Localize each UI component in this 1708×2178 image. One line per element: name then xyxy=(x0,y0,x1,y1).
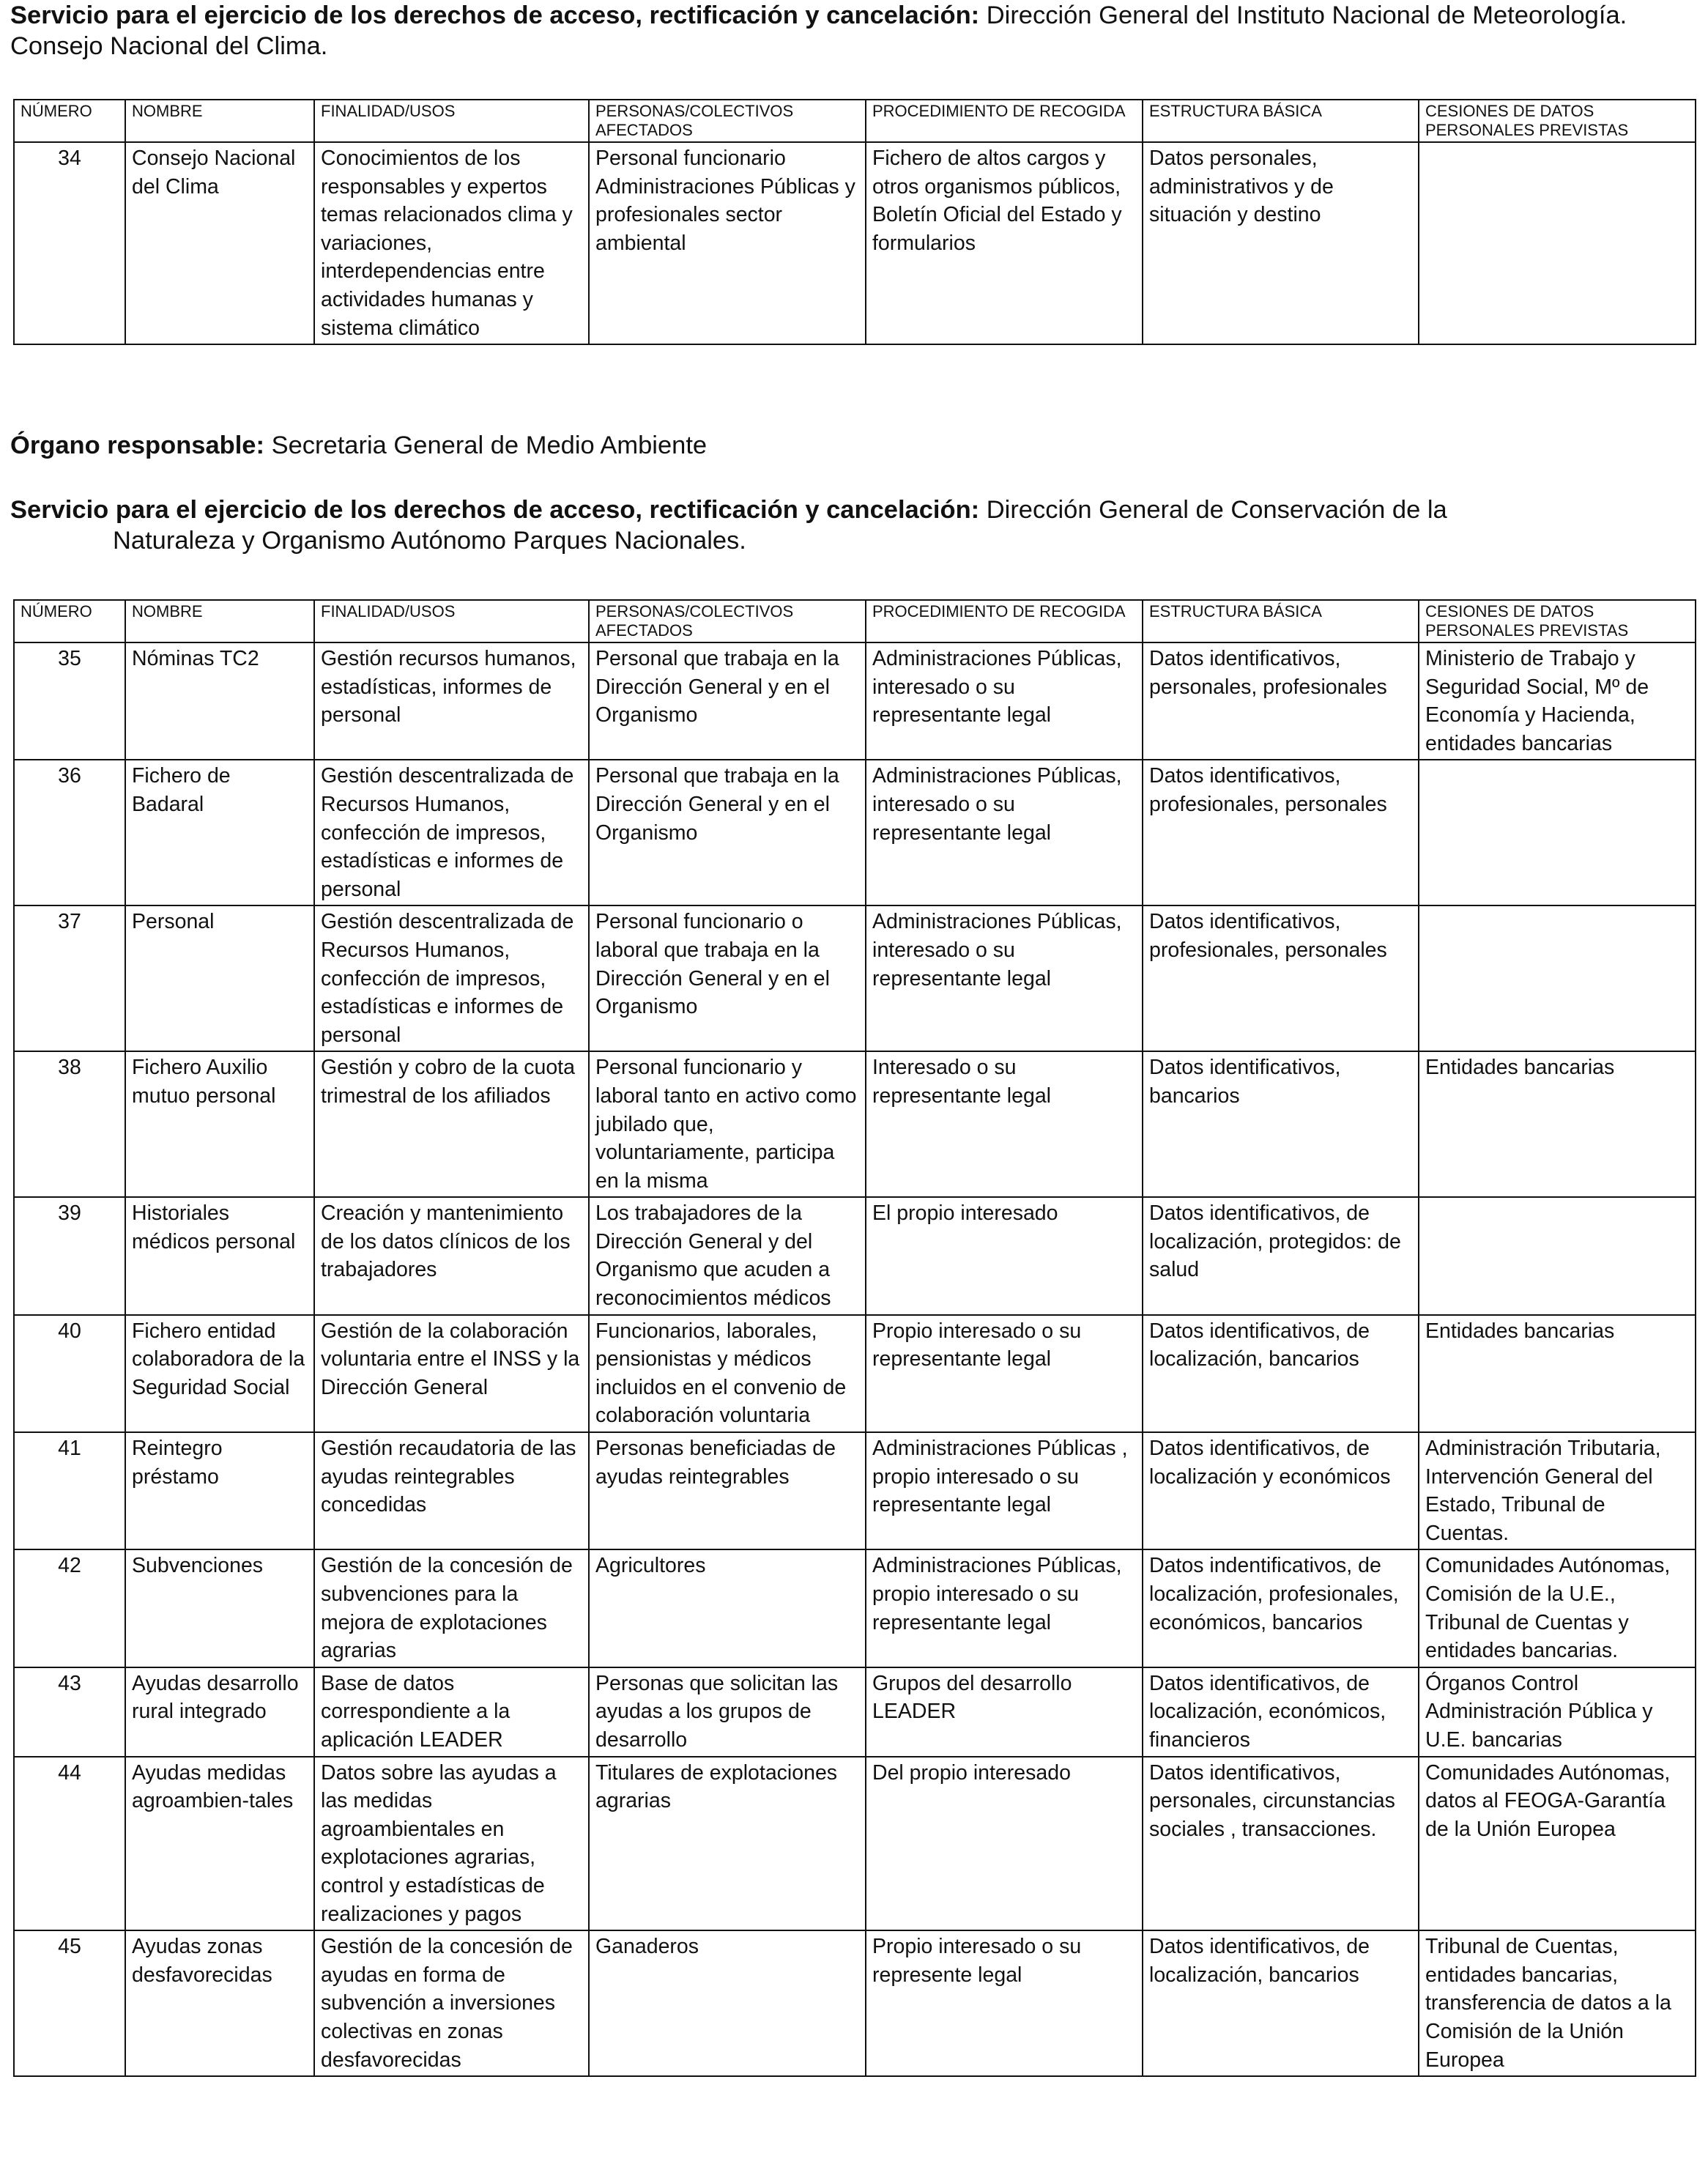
column-header: ESTRUCTURA BÁSICA xyxy=(1143,600,1419,642)
table-cell: Tribunal de Cuentas, entidades bancarias, transferencia de datos a la Comisión de la Unión Europea xyxy=(1419,1930,1696,2076)
table-cell: Personal que trabaja en la Dirección General y en el Organismo xyxy=(589,642,866,760)
record-number-cell: 40 xyxy=(14,1315,125,1432)
table-cell: Fichero de Badaral xyxy=(125,760,314,905)
table-cell: Reintegro préstamo xyxy=(125,1432,314,1549)
servicio-text: Dirección General de Conservación de la xyxy=(986,496,1447,524)
table-cell: Interesado o su representante legal xyxy=(866,1051,1143,1197)
table-cell: Datos sobre las ayudas a las medidas agroambientales en explotaciones agrarias, control y estadísticas de realizaciones y pagos xyxy=(314,1757,589,1931)
table-cell: Ayudas desarrollo rural integrado xyxy=(125,1667,314,1757)
organo-text: Secretaria General de Medio Ambiente xyxy=(271,431,708,459)
table-cell: Fichero Auxilio mutuo personal xyxy=(125,1051,314,1197)
record-number-cell: 45 xyxy=(14,1930,125,2076)
table-cell: Titulares de explotaciones agrarias xyxy=(589,1757,866,1931)
table-cell: Administraciones Públicas , propio interesado o su representante legal xyxy=(866,1432,1143,1549)
column-header: NOMBRE xyxy=(125,100,314,142)
table-cell: Datos identificativos, de localización, protegidos: de salud xyxy=(1143,1197,1419,1314)
table-cell: Entidades bancarias xyxy=(1419,1315,1696,1432)
organo-label: Órgano responsable: xyxy=(10,431,264,459)
table-cell: Comunidades Autónomas, Comisión de la U.E., Tribunal de Cuentas y entidades bancarias. xyxy=(1419,1549,1696,1667)
table-row xyxy=(14,1315,1696,1432)
table-cell: Fichero de altos cargos y otros organismos públicos, Boletín Oficial del Estado y formularios xyxy=(866,142,1143,344)
table-cell: Gestión descentralizada de Recursos Humanos, confección de impresos, estadísticas e informes de personal xyxy=(314,760,589,905)
table-cell: Datos identificativos, bancarios xyxy=(1143,1051,1419,1197)
table-cell: Administraciones Públicas, interesado o su representante legal xyxy=(866,760,1143,905)
table-cell: Base de datos correspondiente a la aplicación LEADER xyxy=(314,1667,589,1757)
table-row xyxy=(14,1667,1696,1757)
table-row xyxy=(14,1432,1696,1549)
table-header-row xyxy=(14,600,1696,642)
table-cell: Gestión de la concesión de subvenciones para la mejora de explotaciones agrarias xyxy=(314,1549,589,1667)
registry-table-1 xyxy=(13,99,1696,345)
servicio-paragraph-2 xyxy=(10,495,1695,556)
table-header-row xyxy=(14,100,1696,142)
table-cell: Administraciones Públicas, propio interesado o su representante legal xyxy=(866,1549,1143,1667)
column-header: CESIONES DE DATOS PERSONALES PREVISTAS xyxy=(1419,100,1696,142)
table-row xyxy=(14,1197,1696,1314)
table-cell: Datos identificativos, de localización, bancarios xyxy=(1143,1930,1419,2076)
table-cell xyxy=(1419,1197,1696,1314)
table-cell: Datos identificativos, de localización, económicos, financieros xyxy=(1143,1667,1419,1757)
servicio-text: Dirección General del Instituto Nacional de Meteorología. Consejo Nacional del Clima. xyxy=(10,1,1627,60)
record-number-cell: 36 xyxy=(14,760,125,905)
table-cell: Propio interesado o su represente legal xyxy=(866,1930,1143,2076)
column-header: PROCEDIMIENTO DE RECOGIDA xyxy=(866,600,1143,642)
table-row xyxy=(14,760,1696,905)
column-header: NOMBRE xyxy=(125,600,314,642)
column-header: PERSONAS/COLECTIVOS AFECTADOS xyxy=(589,100,866,142)
table-cell xyxy=(1419,142,1696,344)
servicio-label: Servicio para el ejercicio de los derechos de acceso, rectificación y cancelación: xyxy=(10,1,980,29)
table-row xyxy=(14,905,1696,1051)
record-number-cell: 38 xyxy=(14,1051,125,1197)
column-header: NÚMERO xyxy=(14,100,125,142)
record-number-cell: 37 xyxy=(14,905,125,1051)
servicio-text: Naturaleza y Organismo Autónomo Parques Nacionales. xyxy=(113,527,746,555)
table-row xyxy=(14,1051,1696,1197)
column-header: NÚMERO xyxy=(14,600,125,642)
record-number-cell: 34 xyxy=(14,142,125,344)
table-cell: Gestión recursos humanos, estadísticas, informes de personal xyxy=(314,642,589,760)
table-cell: Ganaderos xyxy=(589,1930,866,2076)
table-cell: Personas que solicitan las ayudas a los grupos de desarrollo xyxy=(589,1667,866,1757)
table-cell: Administraciones Públicas, interesado o su representante legal xyxy=(866,642,1143,760)
table-cell: Historiales médicos personal xyxy=(125,1197,314,1314)
table-cell: Gestión recaudatoria de las ayudas reintegrables concedidas xyxy=(314,1432,589,1549)
table-cell: Datos identificativos, profesionales, personales xyxy=(1143,905,1419,1051)
table-cell: Datos identificativos, personales, profesionales xyxy=(1143,642,1419,760)
table-row xyxy=(14,1549,1696,1667)
table-cell: Funcionarios, laborales, pensionistas y médicos incluidos en el convenio de colaboración voluntaria xyxy=(589,1315,866,1432)
column-header: FINALIDAD/USOS xyxy=(314,100,589,142)
table-cell: Nóminas TC2 xyxy=(125,642,314,760)
column-header: CESIONES DE DATOS PERSONALES PREVISTAS xyxy=(1419,600,1696,642)
table-cell: Grupos del desarrollo LEADER xyxy=(866,1667,1143,1757)
record-number-cell: 41 xyxy=(14,1432,125,1549)
table-cell: El propio interesado xyxy=(866,1197,1143,1314)
table-cell: Administraciones Públicas, interesado o su representante legal xyxy=(866,905,1143,1051)
table-cell: Ministerio de Trabajo y Seguridad Social, Mº de Economía y Hacienda, entidades bancarias xyxy=(1419,642,1696,760)
table-cell: Administración Tributaria, Intervención General del Estado, Tribunal de Cuentas. xyxy=(1419,1432,1696,1549)
table-cell: Los trabajadores de la Dirección General y del Organismo que acuden a reconocimientos médicos xyxy=(589,1197,866,1314)
table-cell: Datos indentificativos, de localización, profesionales, económicos, bancarios xyxy=(1143,1549,1419,1667)
organo-paragraph xyxy=(10,430,1695,461)
table-cell: Ayudas medidas agroambien-tales xyxy=(125,1757,314,1931)
column-header: PROCEDIMIENTO DE RECOGIDA xyxy=(866,100,1143,142)
table-row xyxy=(14,642,1696,760)
table-cell: Gestión descentralizada de Recursos Humanos, confección de impresos, estadísticas e informes de personal xyxy=(314,905,589,1051)
table-cell: Gestión de la concesión de ayudas en forma de subvención a inversiones colectivas en zonas desfavorecidas xyxy=(314,1930,589,2076)
table-row xyxy=(14,1930,1696,2076)
table-cell: Consejo Nacional del Clima xyxy=(125,142,314,344)
table-cell: Órganos Control Administración Pública y U.E. bancarias xyxy=(1419,1667,1696,1757)
table-row xyxy=(14,142,1696,344)
table-cell: Gestión y cobro de la cuota trimestral de los afiliados xyxy=(314,1051,589,1197)
column-header: ESTRUCTURA BÁSICA xyxy=(1143,100,1419,142)
table-cell: Conocimientos de los responsables y expertos temas relacionados clima y variaciones, interdependencias entre actividades humanas y sistema climático xyxy=(314,142,589,344)
table-cell: Datos identificativos, de localización y económicos xyxy=(1143,1432,1419,1549)
table-cell: Personas beneficiadas de ayudas reintegrables xyxy=(589,1432,866,1549)
record-number-cell: 44 xyxy=(14,1757,125,1931)
table-cell: Datos identificativos, personales, circunstancias sociales , transacciones. xyxy=(1143,1757,1419,1931)
servicio-label: Servicio para el ejercicio de los derechos de acceso, rectificación y cancelación: xyxy=(10,496,980,524)
table-cell: Ayudas zonas desfavorecidas xyxy=(125,1930,314,2076)
table-cell: Agricultores xyxy=(589,1549,866,1667)
table-cell: Personal xyxy=(125,905,314,1051)
column-header: FINALIDAD/USOS xyxy=(314,600,589,642)
table-cell: Personal que trabaja en la Dirección General y en el Organismo xyxy=(589,760,866,905)
table-cell: Subvenciones xyxy=(125,1549,314,1667)
table-row xyxy=(14,1757,1696,1931)
table-cell: Comunidades Autónomas, datos al FEOGA-Garantía de la Unión Europea xyxy=(1419,1757,1696,1931)
table-cell: Personal funcionario o laboral que trabaja en la Dirección General y en el Organismo xyxy=(589,905,866,1051)
table-cell: Personal funcionario Administraciones Públicas y profesionales sector ambiental xyxy=(589,142,866,344)
record-number-cell: 35 xyxy=(14,642,125,760)
table-cell: Propio interesado o su representante legal xyxy=(866,1315,1143,1432)
table-cell: Fichero entidad colaboradora de la Seguridad Social xyxy=(125,1315,314,1432)
servicio-paragraph-1 xyxy=(10,0,1695,62)
table-cell: Datos identificativos, de localización, bancarios xyxy=(1143,1315,1419,1432)
table-cell: Gestión de la colaboración voluntaria entre el INSS y la Dirección General xyxy=(314,1315,589,1432)
registry-table-2 xyxy=(13,599,1696,2077)
record-number-cell: 42 xyxy=(14,1549,125,1667)
record-number-cell: 39 xyxy=(14,1197,125,1314)
table-cell: Datos personales, administrativos y de situación y destino xyxy=(1143,142,1419,344)
table-cell: Creación y mantenimiento de los datos clínicos de los trabajadores xyxy=(314,1197,589,1314)
table-cell: Entidades bancarias xyxy=(1419,1051,1696,1197)
column-header: PERSONAS/COLECTIVOS AFECTADOS xyxy=(589,600,866,642)
table-cell: Del propio interesado xyxy=(866,1757,1143,1931)
table-cell: Personal funcionario y laboral tanto en activo como jubilado que, voluntariamente, participa en la misma xyxy=(589,1051,866,1197)
table-cell xyxy=(1419,760,1696,905)
record-number-cell: 43 xyxy=(14,1667,125,1757)
table-cell: Datos identificativos, profesionales, personales xyxy=(1143,760,1419,905)
table-cell xyxy=(1419,905,1696,1051)
